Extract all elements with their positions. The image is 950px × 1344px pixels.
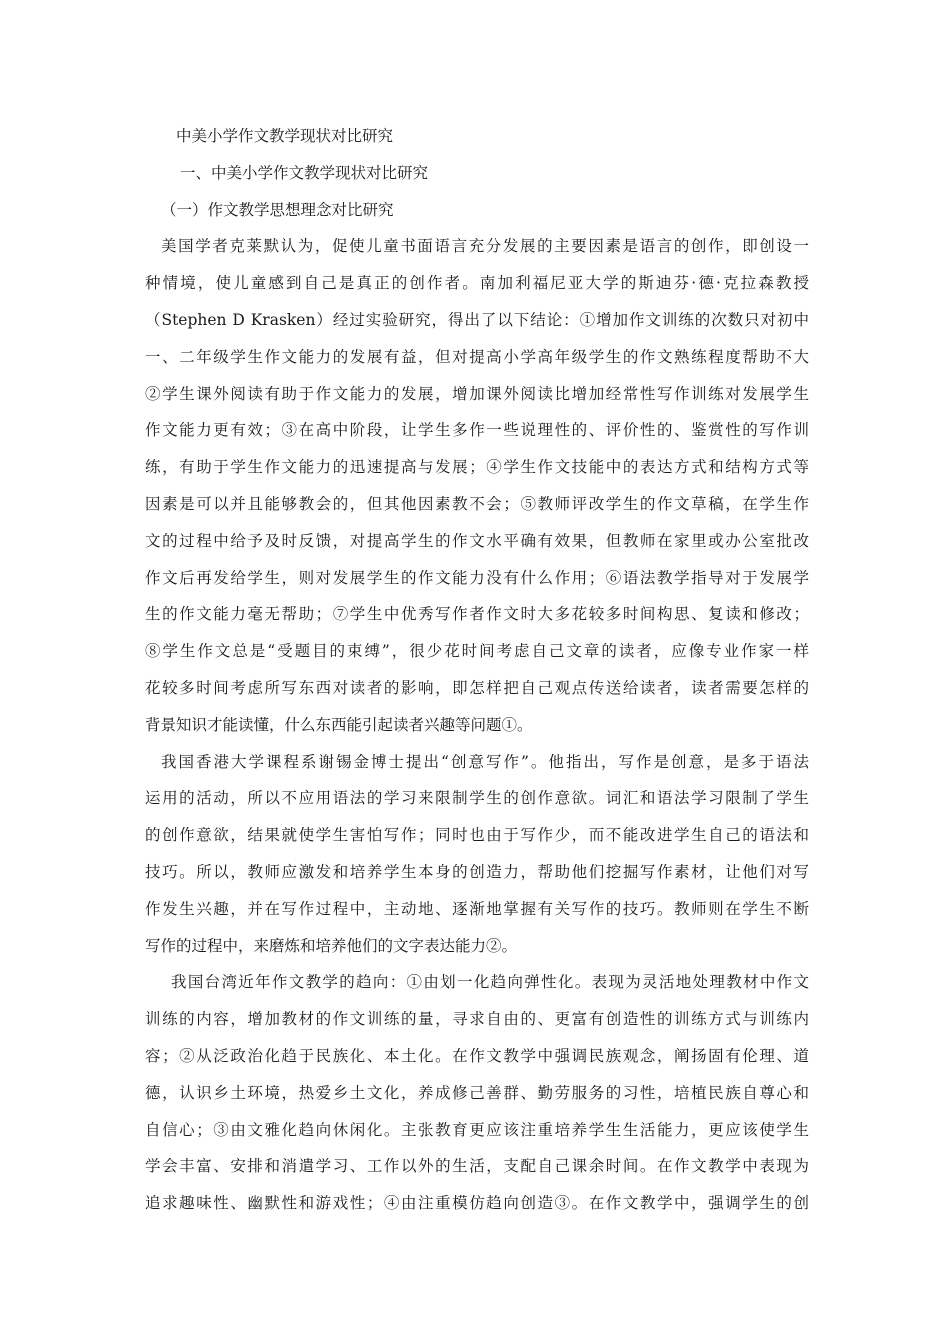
paragraph-line: 学会丰富、安排和消遣学习、工作以外的生活，支配自己课余时间。在作文教学中表现为: [145, 1157, 809, 1176]
paragraph-line: 自信心；③由文雅化趋向休闲化。主张教育更应该注重培养学生生活能力，更应该使学生: [145, 1120, 809, 1139]
document-title: 中美小学作文教学现状对比研究: [176, 127, 394, 145]
subsection-heading: （一）作文教学思想理念对比研究: [161, 200, 394, 219]
paragraph-line: 技巧。所以，教师应激发和培养学生本身的创造力，帮助他们挖掘写作素材，让他们对写: [145, 862, 809, 881]
paragraph-line: ⑧学生作文总是“受题目的束缚”，很少花时间考虑自己文章的读者，应像专业作家一样: [145, 642, 809, 661]
paragraph-line: 作文能力更有效；③在高中阶段，让学生多作一些说理性的、评价性的、鉴赏性的写作训: [145, 421, 809, 440]
document-body: [145, 118, 809, 1222]
paragraph-line: 作发生兴趣，并在写作过程中，主动地、逐渐地掌握有关写作的技巧。教师则在学生不断: [145, 899, 809, 918]
paragraph-line: 种情境，使儿童感到自己是真正的创作者。南加利福尼亚大学的斯迪芬·德·克拉森教授: [145, 274, 809, 293]
paragraph-2: [145, 744, 809, 965]
paragraph-line: 花较多时间考虑所写东西对读者的影响，即怎样把自己观点传送给读者，读者需要怎样的: [145, 678, 809, 697]
paragraph-line: 生的作文能力毫无帮助；⑦学生中优秀写作者作文时大多花较多时间构思、复读和修改；: [145, 605, 809, 624]
paragraph-line: 背景知识才能读懂，什么东西能引起读者兴趣等问题①。: [145, 715, 533, 734]
paragraph-line: 运用的活动，所以不应用语法的学习来限制学生的创作意欲。词汇和语法学习限制了学生: [145, 789, 809, 808]
paragraph-line: 追求趣味性、幽默性和游戏性；④由注重模仿趋向创造③。在作文教学中，强调学生的创: [145, 1194, 809, 1213]
paragraph-line: 美国学者克莱默认为，促使儿童书面语言充分发展的主要因素是语言的创作，即创设一: [161, 237, 809, 256]
paragraph-line: 作文后再发给学生，则对发展学生的作文能力没有什么作用；⑥语法教学指导对于发展学: [145, 568, 809, 587]
paragraph-line: 的创作意欲，结果就使学生害怕写作；同时也由于写作少，而不能改进学生自己的语法和: [145, 826, 809, 845]
section-heading: 一、中美小学作文教学现状对比研究: [180, 163, 429, 182]
paragraph-line: 写作的过程中，来磨炼和培养他们的文字表达能力②。: [145, 936, 518, 955]
paragraph-line: 文的过程中给予及时反馈，对提高学生的作文水平确有效果，但教师在家里或办公室批改: [145, 531, 809, 550]
paragraph-line: （Stephen D Krasken）经过实验研究，得出了以下结论：①增加作文训练的次数只对初中: [145, 310, 809, 329]
paragraph-line: 德，认识乡土环境，热爱乡土文化，养成修己善群、勤劳服务的习性，培植民族自尊心和: [145, 1083, 809, 1102]
paragraph-line: ②学生课外阅读有助于作文能力的发展，增加课外阅读比增加经常性写作训练对发展学生: [145, 384, 809, 403]
paragraph-line: 因素是可以并且能够教会的，但其他因素教不会；⑤教师评改学生的作文草稿，在学生作: [145, 494, 809, 513]
paragraph-line: 训练的内容，增加教材的作文训练的量，寻求自由的、更富有创造性的训练方式与训练内: [145, 1010, 809, 1029]
paragraph-line: 练，有助于学生作文能力的迅速提高与发展；④学生作文技能中的表达方式和结构方式等: [145, 458, 809, 477]
paragraph-line: 我国台湾近年作文教学的趋向：①由划一化趋向弹性化。表现为灵活地处理教材中作文: [171, 973, 809, 992]
paragraph-3: [145, 964, 809, 1222]
paragraph-line: 一、二年级学生作文能力的发展有益，但对提高小学高年级学生的作文熟练程度帮助不大: [145, 347, 809, 366]
paragraph-1: [145, 228, 809, 743]
paragraph-line: 我国香港大学课程系谢锡金博士提出“创意写作”。他指出，写作是创意，是多于语法: [161, 752, 809, 771]
paragraph-line: 容；②从泛政治化趋于民族化、本土化。在作文教学中强调民族观念，阐扬固有伦理、道: [145, 1046, 809, 1065]
